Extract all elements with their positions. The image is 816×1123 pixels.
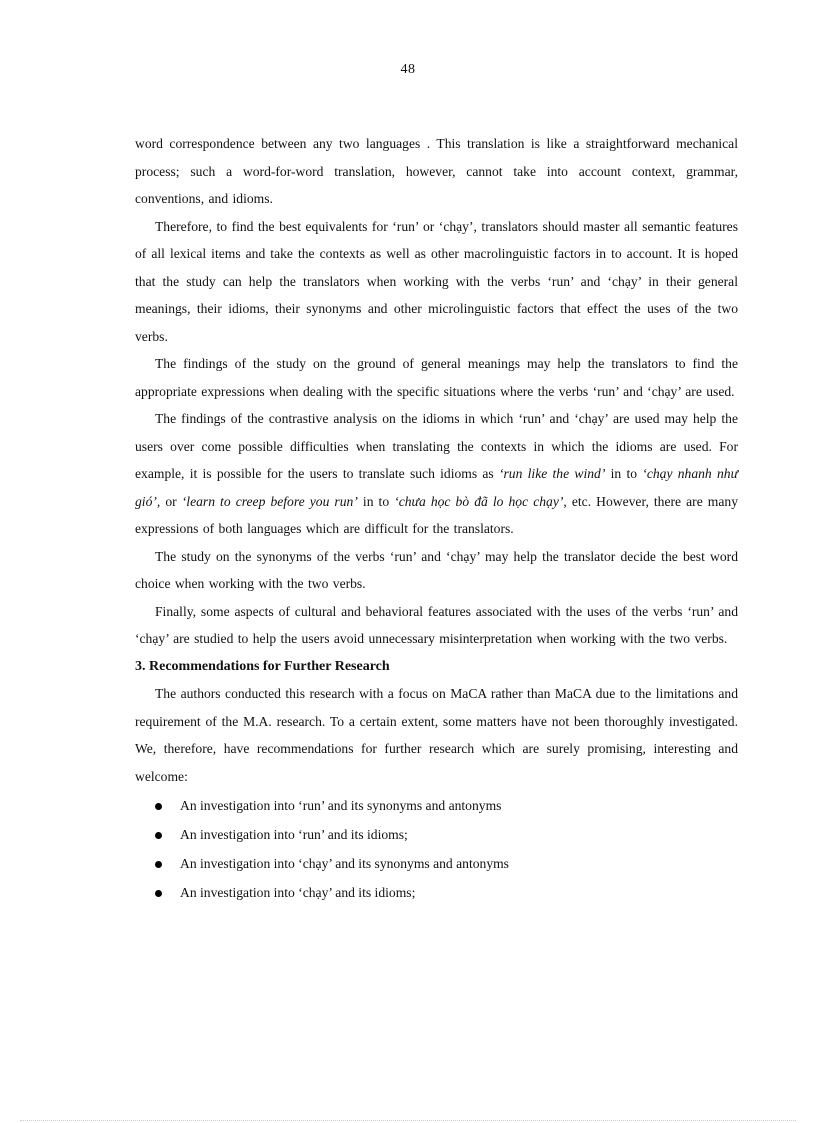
idiom-run-like-the-wind: ‘run like the wind’ <box>498 466 606 481</box>
paragraph-cultural-features: Finally, some aspects of cultural and behavioral features associated with the uses of the verbs ‘run’ and ‘chạy’ are studied to help the users avoid unnecessary misinterpretation when working with the two verbs. <box>135 603 738 646</box>
bullet-icon <box>155 861 162 868</box>
paragraph-recommendations-intro: The authors conducted this research with a focus on MaCA rather than MaCA due to the limitations and requirement of the M.A. research. To a certain extent, some matters have not been thoroughly investigated. We, therefore, have recommendations for further research which are surely promising, interesting and welcome: <box>135 686 738 784</box>
idiom-chua-hoc-bo: ‘chưa học bò đã lo học chạy’ <box>394 493 564 509</box>
idioms-text-1: The findings of the contrastive analysis on the idioms in which ‘run’ and ‘chạy’ are used may help the users over come possible difficulties when translating the contexts in which the idioms are used. For example, it is possible for the users to translate such idioms as <box>135 411 738 481</box>
idiom-learn-to-creep: ‘learn to creep before you run’ <box>181 493 358 509</box>
bullet-icon <box>155 890 162 897</box>
list-item-text: An investigation into ‘run’ and its synonyms and antonyms <box>180 797 502 813</box>
paragraph-word-correspondence: word correspondence between any two languages . This translation is like a straightforward mechanical process; such a word-for-word translation, however, cannot take into account context, grammar, conventions, and idioms. <box>135 136 738 206</box>
list-item-text: An investigation into ‘chạy’ and its synonyms and antonyms <box>180 855 509 871</box>
list-item <box>135 821 738 849</box>
page-bottom-divider <box>20 1120 796 1121</box>
paragraph-synonyms: The study on the synonyms of the verbs ‘run’ and ‘chạy’ may help the translator decide the best word choice when working with the two verbs. <box>135 548 738 591</box>
bullet-icon <box>155 832 162 839</box>
idioms-text-4: in to <box>357 493 395 509</box>
paragraph-general-meanings: The findings of the study on the ground of general meanings may help the translators to find the appropriate expressions when dealing with the specific situations where the verbs ‘run’ and ‘chạy’ are used. <box>135 356 738 399</box>
list-item <box>135 850 738 878</box>
paragraph-equivalents: Therefore, to find the best equivalents for ‘run’ or ‘chạy’, translators should master all semantic features of all lexical items and take the contexts as well as other macrolinguistic factors in to account. It is hoped that the study can help the translators when working with the verbs ‘run’ and ‘chạy’ in their general meanings, their idioms, their synonyms and other microlinguistic factors that effect the uses of the two verbs. <box>135 218 738 344</box>
list-item-text: An investigation into ‘run’ and its idioms; <box>180 826 408 842</box>
page-content <box>135 130 738 906</box>
idioms-text-3: or <box>160 493 182 509</box>
paragraph-idioms <box>135 405 738 543</box>
bullet-icon <box>155 803 162 810</box>
idioms-text-5: , etc. However, there are many expressions of both languages which are difficult for the translators. <box>135 493 739 536</box>
idiom-chay-nhanh-nhu-gio: ‘chạy nhanh như gió’, <box>135 466 738 509</box>
list-item <box>135 879 738 907</box>
page-number: 48 <box>400 62 416 77</box>
section-heading-recommendations: 3. Recommendations for Further Research <box>135 658 390 674</box>
recommendations-list <box>135 792 738 907</box>
list-item <box>135 792 738 820</box>
idioms-text-2: in to <box>605 466 643 481</box>
list-item-text: An investigation into ‘chạy’ and its idioms; <box>180 884 416 900</box>
